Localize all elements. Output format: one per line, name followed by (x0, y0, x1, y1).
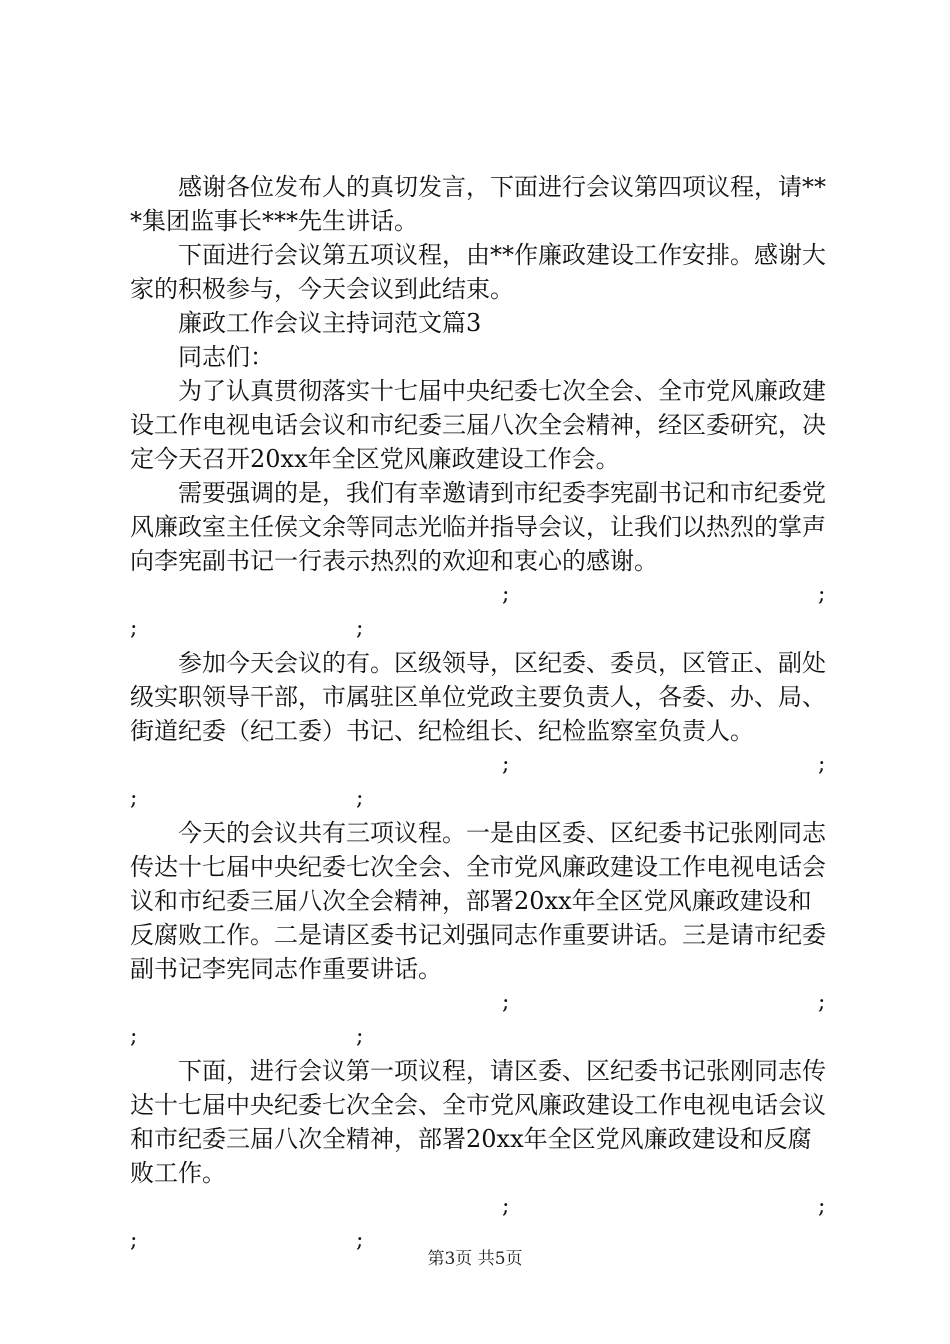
semicolon-mark: ; (502, 752, 510, 777)
paragraph-meeting-purpose: 为了认真贯彻落实十七届中央纪委七次全会、全市党风廉政建设工作电视电话会议和市纪委三届八次全会精神，经区委研究，决定今天召开20xx年全区党风廉政建设工作会。 (130, 377, 826, 473)
section-heading: 廉政工作会议主持词范文篇3 (178, 309, 482, 337)
semicolon-mark: ; (356, 1024, 364, 1049)
paragraph-thanks-speakers: 感谢各位发布人的真切发言，下面进行会议第四项议程，请***集团监事长***先生讲话。 (130, 173, 826, 235)
semicolon-mark: ; (502, 990, 510, 1015)
paragraph-agenda-overview: 今天的会议共有三项议程。一是由区委、区纪委书记张刚同志传达十七届中央纪委七次全会、全市党风廉政建设工作电视电话会议和市纪委三届八次全会精神，部署20xx年全区党风廉政建设和反腐败工作。二是请区委书记刘强同志作重要讲话。三是请市纪委副书记李宪同志作重要讲话。 (130, 819, 826, 983)
semicolon-mark: ; (130, 616, 138, 641)
paragraph-agenda-five: 下面进行会议第五项议程，由**作廉政建设工作安排。感谢大家的积极参与，今天会议到此结束。 (130, 241, 826, 303)
semicolon-mark: ; (502, 582, 510, 607)
semicolon-mark: ; (502, 1194, 510, 1219)
semicolon-mark: ; (356, 786, 364, 811)
semicolon-mark: ; (130, 1228, 138, 1253)
separator-row (130, 748, 830, 816)
semicolon-mark: ; (818, 990, 826, 1015)
page-footer: 第3页 共5页 (427, 1249, 523, 1269)
semicolon-mark: ; (818, 1194, 826, 1219)
semicolon-mark: ; (356, 616, 364, 641)
separator-row (130, 578, 830, 646)
document-body (130, 170, 830, 1258)
paragraph-welcome-guests: 需要强调的是，我们有幸邀请到市纪委李宪副书记和市纪委党风廉政室主任侯文余等同志光临并指导会议，让我们以热烈的掌声向李宪副书记一行表示热烈的欢迎和衷心的感谢。 (130, 479, 826, 575)
semicolon-mark: ; (130, 1024, 138, 1049)
semicolon-mark: ; (130, 786, 138, 811)
paragraph-salutation: 同志们： (178, 343, 274, 371)
semicolon-mark: ; (818, 582, 826, 607)
semicolon-mark: ; (356, 1228, 364, 1253)
separator-row (130, 986, 830, 1054)
paragraph-attendees: 参加今天会议的有。区级领导，区纪委、委员，区管正、副处级实职领导干部，市属驻区单位党政主要负责人，各委、办、局、街道纪委（纪工委）书记、纪检组长、纪检监察室负责人。 (130, 649, 826, 745)
paragraph-agenda-one: 下面，进行会议第一项议程，请区委、区纪委书记张刚同志传达十七届中央纪委七次全会、全市党风廉政建设工作电视电话会议和市纪委三届八次全精神，部署20xx年全区党风廉政建设和反腐败工作。 (130, 1057, 826, 1187)
semicolon-mark: ; (818, 752, 826, 777)
